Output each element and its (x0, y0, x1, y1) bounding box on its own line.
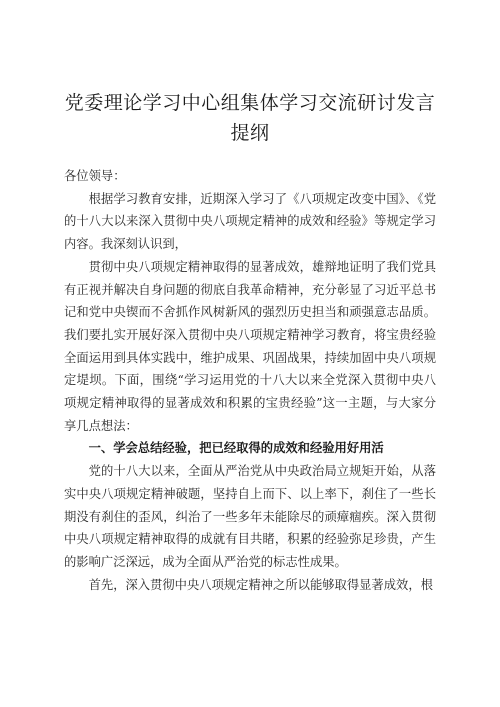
paragraph-intro: 根据学习教育安排，近期深入学习了《八项规定改变中国》、《党的十八大以来深入贯彻中央八项规定精神的成效和经验》等规定学习内容。我深刻认识到， (64, 191, 436, 252)
paragraph-body: 贯彻中央八项规定精神取得的显著成效，雄辩地证明了我们党具有正视并解决自身问题的彻底自我革命精神，充分彰显了习近平总书记和党中央锲而不舍抓作风树新风的强烈历史担当和顽强意志品质。我们要扎实开展好深入贯彻中央八项规定精神学习教育，将宝贵经验全面运用到具体实践中，维护成果、巩固战果，持续加固中央八项规定堤坝。下面，围绕“学习运用党的十八大以来全党深入贯彻中央八项规定精神取得的显著成效和积累的宝贵经验”这一主题，与大家分享几点想法： (64, 259, 436, 433)
section-heading: 一、学会总结经验，把已经取得的成效和经验用好用活 (88, 441, 384, 456)
greeting-line: 各位领导： (64, 169, 126, 183)
document-title: 党委理论学习中心组集体学习交流研讨发言提纲 (64, 92, 436, 144)
section-paragraph: 首先，深入贯彻中央八项规定精神之所以能够取得显著成效，根 (88, 577, 433, 592)
document-body (64, 165, 436, 596)
section-paragraph: 党的十八大以来，全面从严治党从中央政治局立规矩开始，从落实中央八项规定精神破题，坚持自上而下、以上率下，刹住了一些长期没有刹住的歪风，纠治了一些多年未能除尽的顽瘴痼疾。深入贯彻中央八项规定精神取得的成就有目共睹，积累的经验弥足珍贵，产生的影响广泛深远，成为全面从严治党的标志性成果。 (64, 464, 436, 569)
